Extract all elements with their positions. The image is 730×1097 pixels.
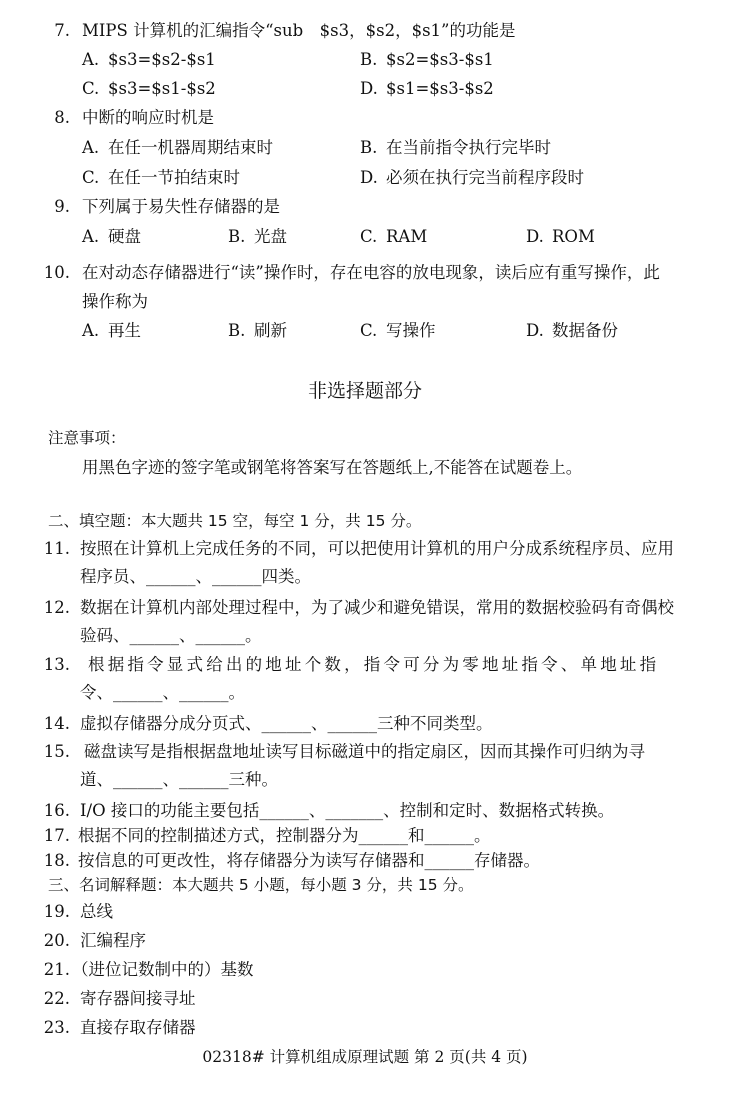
option-d [526, 226, 595, 248]
option-label: B. [228, 321, 246, 340]
option-d [526, 320, 618, 342]
notice-body: 用黑色字迹的签字笔或钢笔将答案写在答题纸上,不能答在试题卷上。 [82, 458, 583, 477]
option-d [360, 78, 494, 100]
option-label: C. [360, 227, 378, 246]
question-stem-continued: 道、______、______三种。 [80, 770, 278, 789]
option-label: C. [82, 79, 100, 98]
option-text: 在任一机器周期结束时 [108, 138, 273, 157]
term-text: 汇编程序 [80, 931, 146, 950]
option-a [82, 320, 141, 342]
question-stem: 在对动态存储器进行“读”操作时，存在电容的放电现象，读后应有重写操作，此 [82, 263, 660, 282]
option-b [360, 49, 494, 71]
question-number: 14. [43, 714, 70, 733]
question-stem: 磁盘读写是指根据盘地址读写目标磁道中的指定扇区，因而其操作可归纳为寻 [84, 742, 645, 761]
question-number: 13. [43, 655, 70, 674]
option-b [228, 226, 287, 248]
option-label: D. [360, 79, 378, 98]
term-text: 直接存取存储器 [80, 1018, 196, 1037]
option-a [82, 137, 273, 159]
question-stem: 根据不同的控制描述方式，控制器分为______和______。 [78, 826, 491, 845]
option-text: 必须在执行完当前程序段时 [386, 168, 584, 187]
page-footer: 02318# 计算机组成原理试题 第 2 页(共 4 页) [202, 1048, 528, 1066]
option-label: B. [228, 227, 246, 246]
question-stem: MIPS 计算机的汇编指令“sub $s3，$s2，$s1”的功能是 [82, 21, 516, 40]
option-label: A. [82, 321, 100, 340]
option-text: $s3=$s1-$s2 [108, 79, 216, 98]
question-stem: 数据在计算机内部处理过程中，为了减少和避免错误，常用的数据校验码有奇偶校 [80, 598, 674, 617]
option-text: 光盘 [254, 227, 287, 246]
question-stem-continued: 程序员、______、______四类。 [80, 567, 311, 586]
option-text: $s3=$s2-$s1 [108, 50, 216, 69]
term-text: 总线 [80, 902, 113, 921]
question-number: 12. [43, 598, 70, 617]
question-number: 22. [43, 989, 70, 1008]
question-stem: 虚拟存储器分成分页式、______、______三种不同类型。 [80, 714, 493, 733]
option-text: $s1=$s3-$s2 [386, 79, 494, 98]
option-label: A. [82, 227, 100, 246]
option-c [360, 226, 427, 248]
option-c [360, 320, 436, 342]
option-label: C. [360, 321, 378, 340]
question-stem: 按信息的可更改性，将存储器分为读写存储器和______存储器。 [78, 851, 540, 870]
option-text: $s2=$s3-$s1 [386, 50, 494, 69]
option-c [82, 167, 240, 189]
question-number: 11. [43, 539, 70, 558]
notice-heading: 注意事项： [48, 429, 126, 447]
question-number: 19. [43, 902, 70, 921]
question-number: 10. [43, 263, 70, 282]
option-b [360, 137, 551, 159]
option-d [360, 167, 584, 189]
option-label: A. [82, 50, 100, 69]
question-stem: 下列属于易失性存储器的是 [82, 197, 280, 216]
option-label: C. [82, 168, 100, 187]
question-number: 15. [43, 742, 70, 761]
question-number: 18. [43, 851, 70, 870]
term-text: （进位记数制中的）基数 [72, 960, 254, 979]
option-text: 再生 [108, 321, 141, 340]
question-stem-continued: 令、______、______。 [80, 683, 245, 702]
question-number: 21. [43, 960, 70, 979]
question-stem-continued: 验码、______、______。 [80, 626, 262, 645]
option-label: A. [82, 138, 100, 157]
part-heading: 二、填空题：本大题共 15 空，每空 1 分，共 15 分。 [48, 512, 422, 530]
option-label: D. [360, 168, 378, 187]
option-a [82, 226, 141, 248]
question-number: 17. [43, 826, 70, 845]
question-stem: I/O 接口的功能主要包括______、_______、控制和定时、数据格式转换。 [80, 801, 615, 820]
option-label: D. [526, 227, 544, 246]
question-stem-continued: 操作称为 [82, 292, 148, 311]
option-label: B. [360, 50, 378, 69]
question-number: 8. [54, 108, 70, 127]
option-text: RAM [386, 227, 428, 246]
option-a [82, 49, 216, 71]
part-heading: 三、名词解释题：本大题共 5 小题，每小题 3 分，共 15 分。 [48, 876, 474, 894]
option-text: 在任一节拍结束时 [108, 168, 240, 187]
section-title: 非选择题部分 [307, 380, 422, 402]
option-label: D. [526, 321, 544, 340]
option-text: 数据备份 [552, 321, 618, 340]
option-label: B. [360, 138, 378, 157]
option-text: 刷新 [254, 321, 287, 340]
term-text: 寄存器间接寻址 [80, 989, 196, 1008]
option-c [82, 78, 216, 100]
question-number: 23. [43, 1018, 70, 1037]
option-text: 硬盘 [108, 227, 141, 246]
option-b [228, 320, 287, 342]
option-text: 在当前指令执行完毕时 [386, 138, 551, 157]
question-number: 7. [54, 21, 70, 40]
option-text: 写操作 [386, 321, 436, 340]
question-number: 9. [54, 197, 70, 216]
question-number: 20. [43, 931, 70, 950]
question-stem: 根据指令显式给出的地址个数，指令可分为零地址指令、单地址指 [88, 655, 660, 674]
question-stem: 按照在计算机上完成任务的不同，可以把使用计算机的用户分成系统程序员、应用 [80, 539, 674, 558]
question-stem: 中断的响应时机是 [82, 108, 214, 127]
option-text: ROM [552, 227, 595, 246]
question-number: 16. [43, 801, 70, 820]
